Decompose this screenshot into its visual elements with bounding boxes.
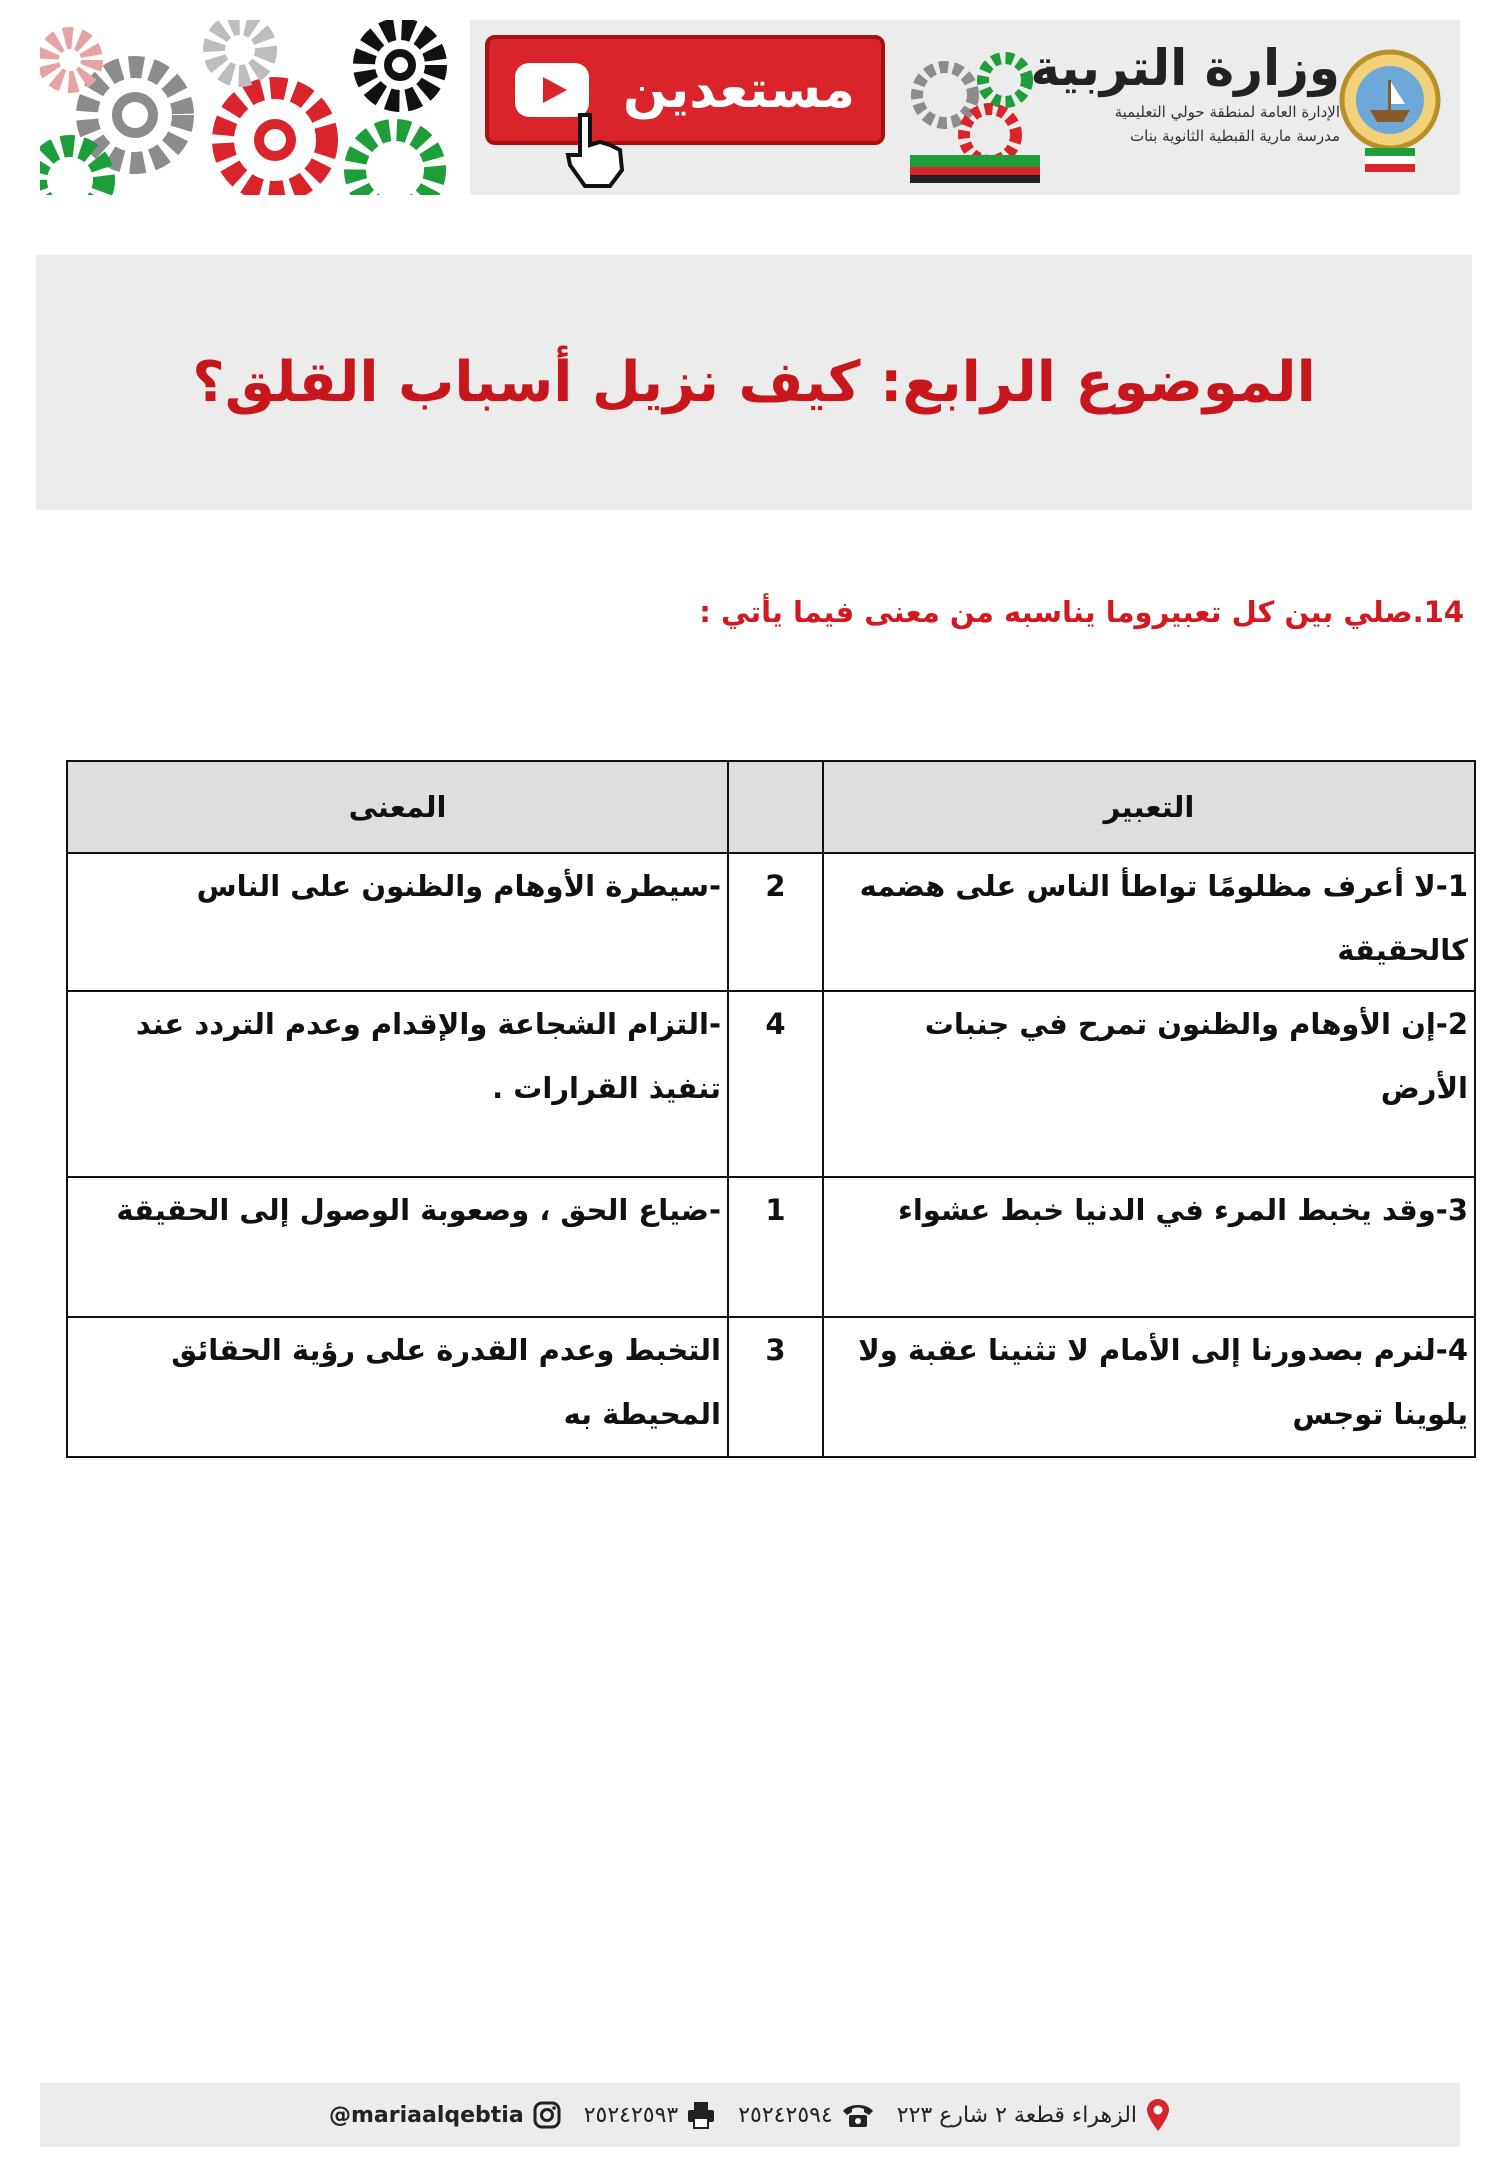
location-pin-icon (1145, 2098, 1171, 2132)
meaning-cell: -ضياع الحق ، وصعوبة الوصول إلى الحقيقة (67, 1177, 728, 1317)
table-header-row (67, 761, 1475, 853)
table-row (67, 991, 1475, 1177)
answer-number-cell: 4 (728, 991, 823, 1177)
footer-bar (40, 2083, 1460, 2147)
question-prompt: 14.صلي بين كل تعبيروما يناسبه من معنى فيما يأتي : (699, 595, 1464, 629)
footer-instagram[interactable] (329, 2100, 562, 2130)
play-icon (515, 63, 589, 117)
youtube-mustaeddin-button[interactable] (485, 35, 885, 145)
gears-icon (40, 20, 470, 195)
title-box (36, 255, 1472, 510)
expression-cell: 1-لا أعرف مظلومًا تواطأ الناس على هضمه كالحقيقة (823, 853, 1475, 991)
footer-address (897, 2098, 1171, 2132)
telephone-icon (841, 2101, 875, 2129)
expression-cell: 3-وقد يخبط المرء في الدنيا خبط عشواء (823, 1177, 1475, 1317)
phone-text: ٢٥٢٤٢٥٩٤ (738, 2102, 833, 2128)
ministry-district: الإدارة العامة لمنطقة حولي التعليمية (1114, 103, 1340, 121)
youtube-label: مستعدين (622, 60, 855, 120)
page-title: الموضوع الرابع: كيف نزيل أسباب القلق؟ (192, 350, 1316, 415)
expression-cell: 2-إن الأوهام والظنون تمرح في جنبات الأرض (823, 991, 1475, 1177)
answer-number-cell: 1 (728, 1177, 823, 1317)
instagram-icon (532, 2100, 562, 2130)
header-number (728, 761, 823, 853)
meaning-cell: التخبط وعدم القدرة على رؤية الحقائق المحيطة به (67, 1317, 728, 1457)
answer-number-cell: 2 (728, 853, 823, 991)
table-row (67, 1317, 1475, 1457)
footer-fax (584, 2100, 717, 2130)
address-text: الزهراء قطعة ٢ شارع ٢٢٣ (896, 2102, 1138, 2128)
header-banner (40, 20, 1460, 195)
footer-phone (738, 2101, 875, 2129)
fax-text: ٢٥٢٤٢٥٩٣ (583, 2102, 679, 2128)
expression-cell: 4-لنرم بصدورنا إلى الأمام لا تثنينا عقبة ولا يلوينا توجس (823, 1317, 1475, 1457)
school-name: مدرسة مارية القبطية الثانوية بنات (1130, 127, 1340, 145)
gears-decoration (40, 20, 470, 195)
table-row (67, 853, 1475, 991)
header-expression: التعبير (823, 761, 1475, 853)
meaning-cell: -سيطرة الأوهام والظنون على الناس (67, 853, 728, 991)
answer-number-cell: 3 (728, 1317, 823, 1457)
ministry-title: وزارة التربية (1030, 39, 1340, 97)
table-row (67, 1177, 1475, 1317)
meaning-cell: -التزام الشجاعة والإقدام وعدم التردد عند تنفيذ القرارات . (67, 991, 728, 1177)
instagram-handle[interactable]: @mariaalqebtia (328, 2102, 524, 2128)
header-meaning: المعنى (67, 761, 728, 853)
matching-table (66, 760, 1476, 1458)
kuwait-emblem-icon (1335, 30, 1445, 180)
pointing-hand-icon (560, 110, 630, 190)
ministry-heading (920, 36, 1340, 148)
printer-icon (686, 2100, 716, 2130)
